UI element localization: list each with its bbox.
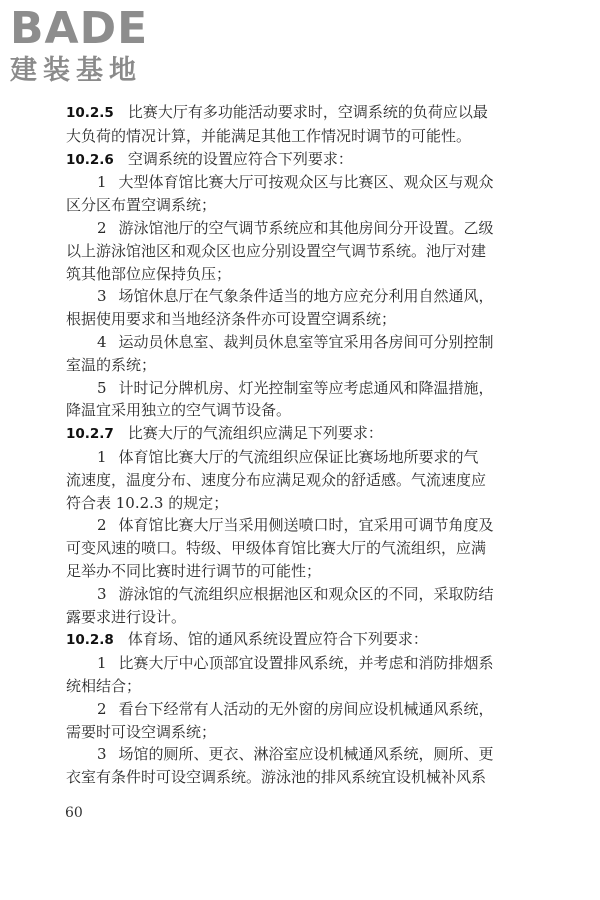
line-text: 衣室有条件时可设空调系统。游泳池的排风系统宜设机械补风系 <box>66 768 487 787</box>
continuation-line <box>66 308 530 331</box>
logo-chinese-name: 建装基地 <box>10 55 142 86</box>
continuation-line <box>66 469 530 492</box>
line-text: 筑其他部位应保持负压； <box>66 264 232 283</box>
item-index: 2 <box>97 699 107 718</box>
list-item-line <box>66 743 530 766</box>
continuation-line <box>66 240 530 263</box>
continuation-line <box>66 194 530 217</box>
list-item-line <box>66 217 530 240</box>
list-item-line <box>66 514 530 537</box>
line-text: 可变风速的喷口。特级、甲级体育馆比赛大厅的气流组织，应满 <box>66 539 487 558</box>
item-index: 3 <box>97 745 107 764</box>
brand-logo <box>10 3 175 88</box>
continuation-line <box>66 560 530 583</box>
line-text: 计时记分牌机房、灯光控制室等应考虑通风和降温措施， <box>118 378 494 397</box>
continuation-line <box>66 125 530 148</box>
item-index: 1 <box>97 447 107 466</box>
continuation-line <box>66 492 530 515</box>
list-item-line <box>66 331 530 354</box>
line-text: 大型体育馆比赛大厅可按观众区与比赛区、观众区与观众 <box>118 173 494 192</box>
logo-wordmark: BADE <box>10 3 149 54</box>
line-text: 露要求进行设计。 <box>66 607 187 626</box>
line-text: 大负荷的情况计算，并能满足其他工作情况时调节的可能性。 <box>66 126 472 145</box>
list-item-line <box>66 446 530 469</box>
line-text: 符合表 10.2.3 的规定； <box>66 493 229 512</box>
clause-number: 10.2.5 <box>66 105 114 121</box>
clause-number: 10.2.6 <box>66 151 114 168</box>
line-text: 游泳馆池厅的空气调节系统应和其他房间分开设置。乙级 <box>118 218 494 237</box>
line-text: 比赛大厅的气流组织应满足下列要求： <box>127 424 383 443</box>
clause-number: 10.2.7 <box>66 426 114 443</box>
continuation-line <box>66 721 530 744</box>
list-item-line <box>66 285 530 308</box>
item-index: 1 <box>97 654 107 673</box>
line-text: 空调系统的设置应符合下列要求： <box>127 149 353 168</box>
continuation-line <box>66 766 530 789</box>
line-text: 根据使用要求和当地经济条件亦可设置空调系统； <box>66 310 397 329</box>
line-text: 比赛大厅有多功能活动要求时，空调系统的负荷应以最 <box>127 103 488 121</box>
item-index: 2 <box>97 218 107 237</box>
continuation-line <box>66 263 530 286</box>
continuation-line <box>66 399 530 422</box>
line-text: 比赛大厅中心顶部宜设置排风系统，并考虑和消防排烟系 <box>118 654 494 673</box>
item-index: 5 <box>97 378 107 397</box>
clause-line <box>66 628 530 652</box>
list-item-line <box>66 171 530 194</box>
continuation-line <box>66 537 530 560</box>
line-text: 足举办不同比赛时进行调节的可能性； <box>66 561 322 580</box>
line-text: 降温宜采用独立的空气调节设备。 <box>66 401 292 420</box>
line-text: 运动员休息室、裁判员休息室等宜采用各房间可分别控制 <box>118 332 494 351</box>
list-item-line <box>66 652 530 675</box>
document-body <box>66 101 530 789</box>
clause-line <box>66 422 530 446</box>
line-text: 看台下经常有人活动的无外窗的房间应设机械通风系统， <box>118 699 494 718</box>
list-item-line <box>66 583 530 606</box>
page-number: 60 <box>65 805 83 821</box>
item-index: 4 <box>97 332 107 351</box>
line-text: 流速度，温度分布、速度分布应满足观众的舒适感。气流速度应 <box>66 470 487 489</box>
continuation-line <box>66 675 530 698</box>
continuation-line <box>66 354 530 377</box>
line-text: 需要时可设空调系统； <box>66 722 217 741</box>
item-index: 3 <box>97 287 107 306</box>
line-text: 体育场、馆的通风系统设置应符合下列要求： <box>127 630 428 649</box>
line-text: 以上游泳馆池区和观众区也应分别设置空气调节系统。池厅对建 <box>66 241 487 260</box>
line-text: 体育馆比赛大厅当采用侧送喷口时，宜采用可调节角度及 <box>118 516 494 535</box>
line-text: 游泳馆的气流组织应根据池区和观众区的不同，采取防结 <box>118 584 494 603</box>
list-item-line <box>66 698 530 721</box>
line-text: 统相结合； <box>66 676 142 695</box>
clause-number: 10.2.8 <box>66 632 114 649</box>
list-item-line <box>66 377 530 400</box>
line-text: 场馆休息厅在气象条件适当的地方应充分利用自然通风， <box>118 287 494 306</box>
item-index: 1 <box>97 173 107 192</box>
item-index: 2 <box>97 516 107 535</box>
item-index: 3 <box>97 584 107 603</box>
line-text: 体育馆比赛大厅的气流组织应保证比赛场地所要求的气 <box>118 447 479 466</box>
clause-line <box>66 101 530 125</box>
line-text: 室温的系统； <box>66 355 157 374</box>
line-text: 区分区布置空调系统； <box>66 196 217 215</box>
continuation-line <box>66 606 530 629</box>
clause-line <box>66 148 530 172</box>
line-text: 场馆的厕所、更衣、淋浴室应设机械通风系统，厕所、更 <box>118 745 494 764</box>
